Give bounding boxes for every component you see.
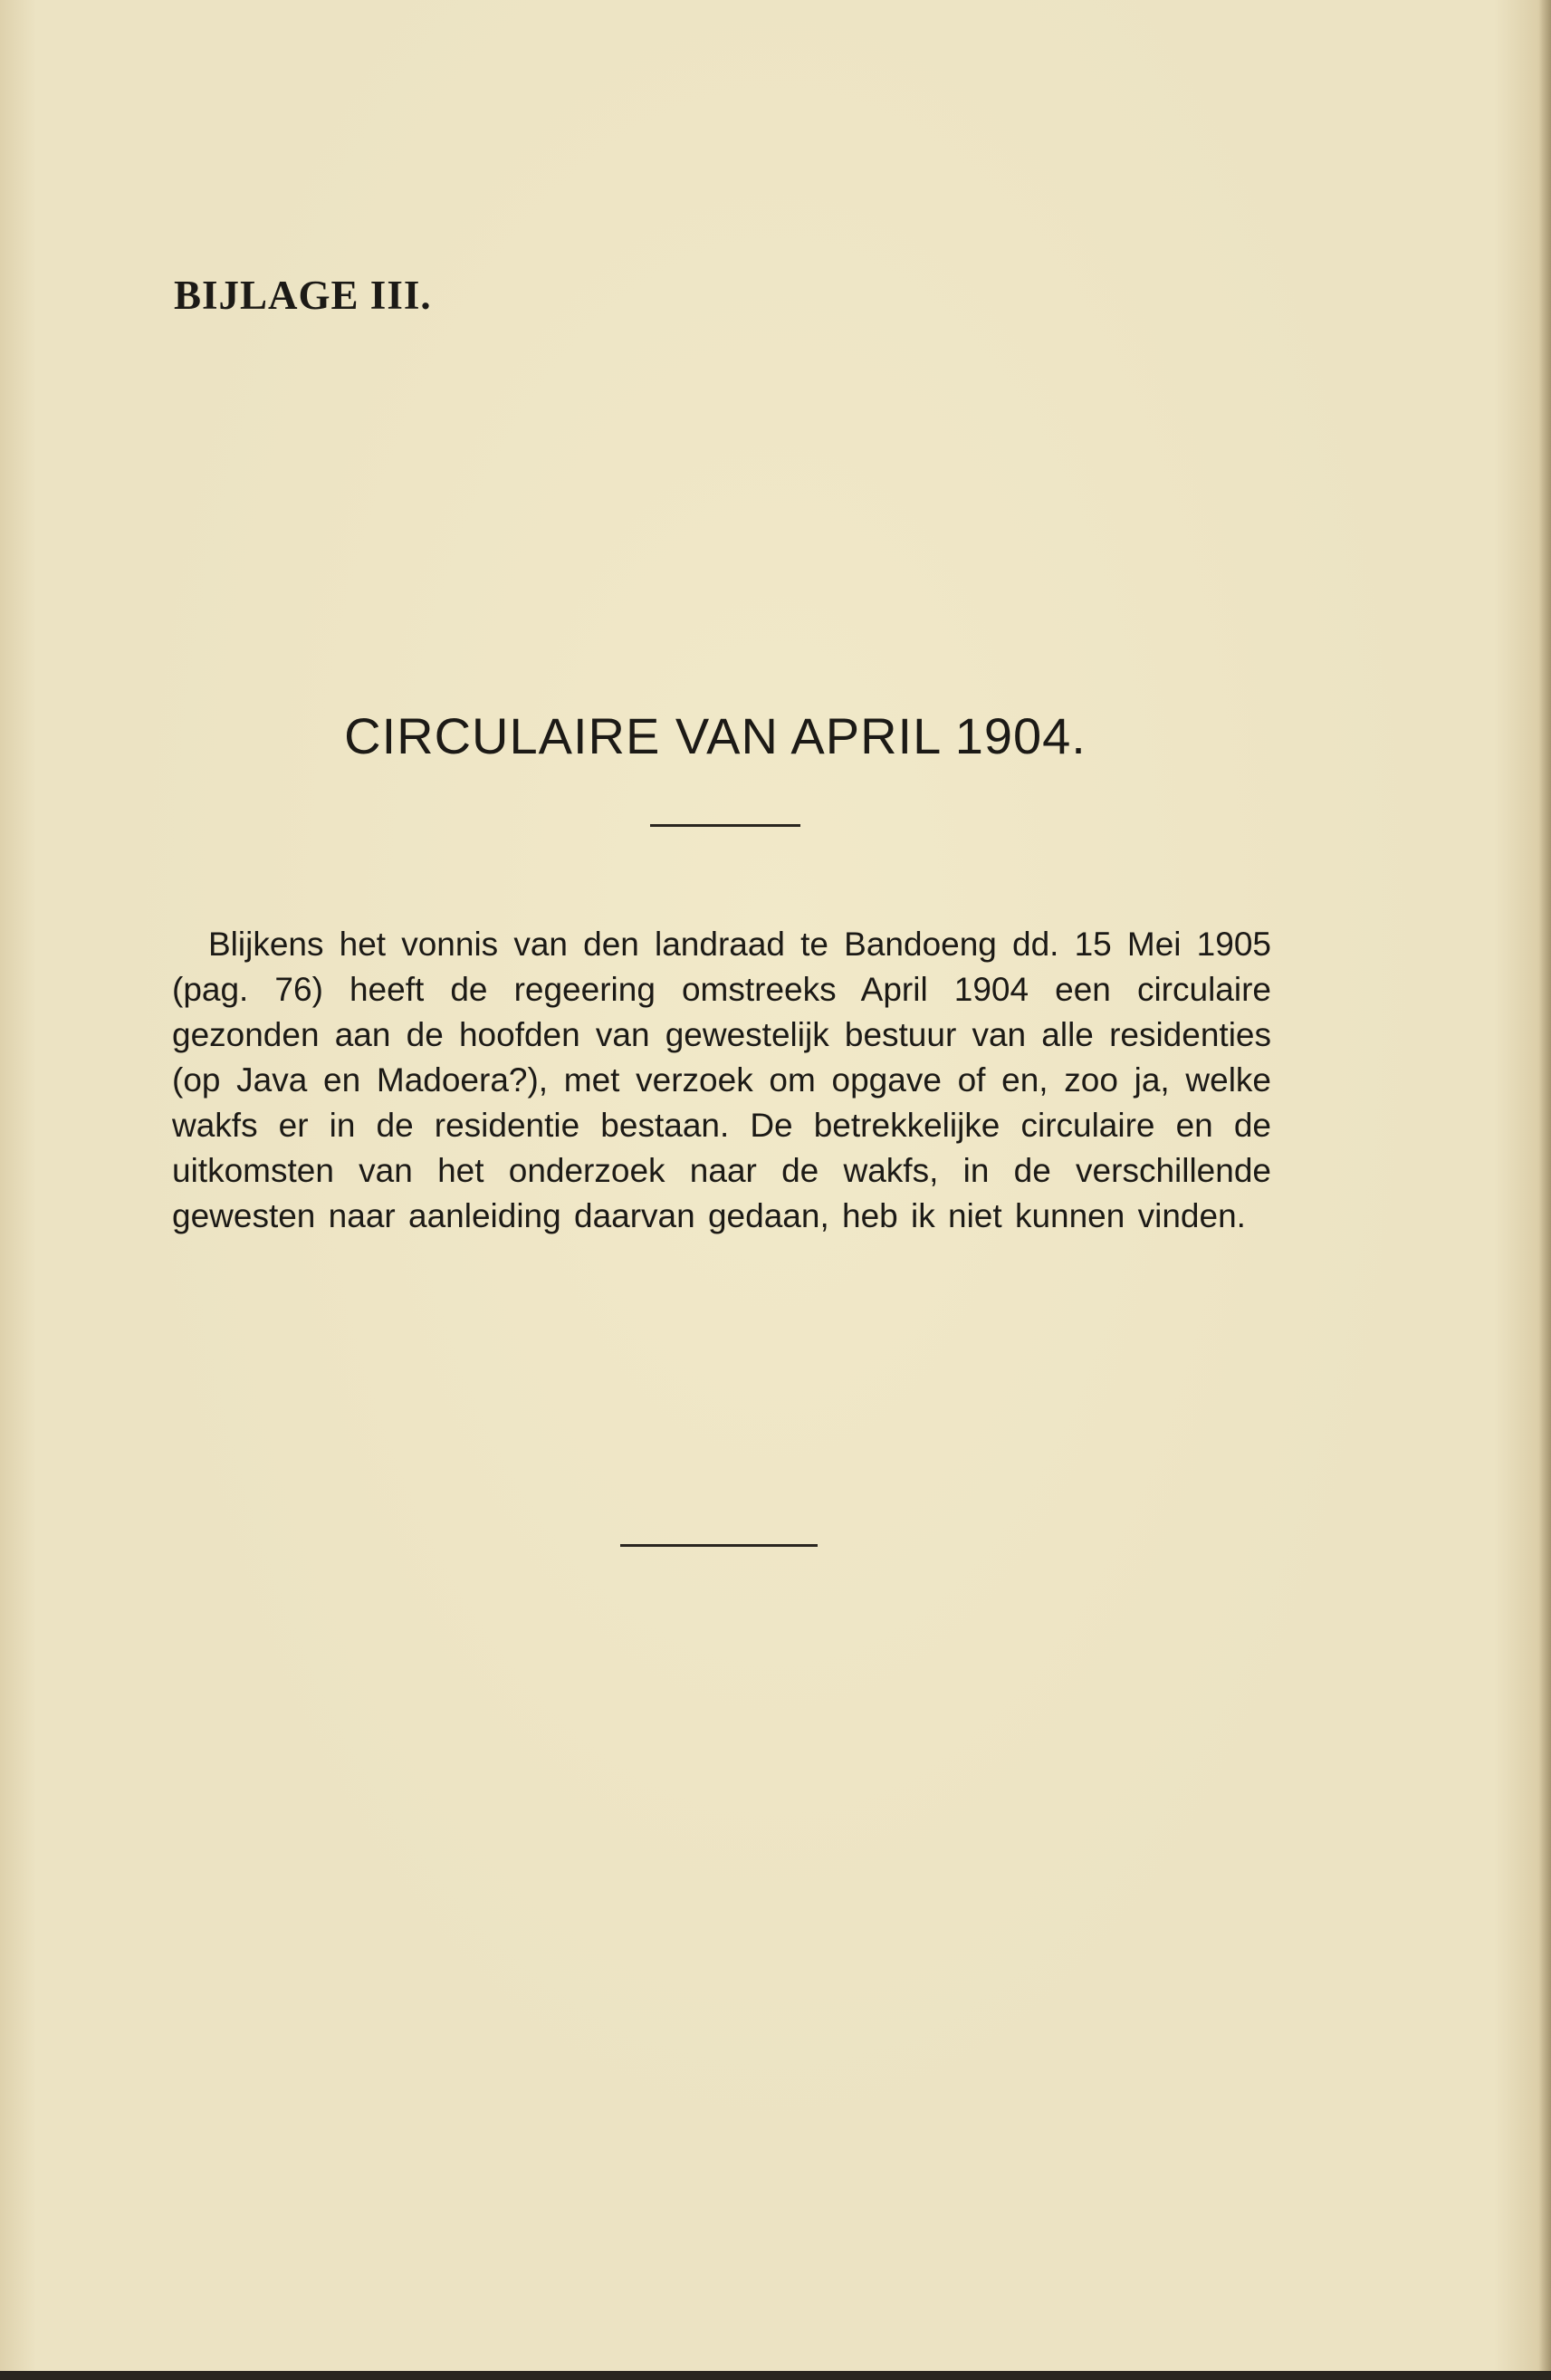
- body-paragraph: Blijkens het vonnis van den landraad te Bandoeng dd. 15 Mei 1905 (pag. 76) heeft de regeering omstreeks April 1904 een circulaire gezonden aan de hoofden van gewestelijk bestuur van alle residenties (op Java en Madoera?), met verzoek om opgave of en, zoo ja, welke wakfs er in de residentie bestaan. De betrekkelijke circulaire en de uitkomsten van het onderzoek naar de wakfs, in de verschillende gewesten naar aanleiding daarvan gedaan, heb ik niet kunnen vinden.: [172, 926, 1271, 1234]
- page-bottom-edge: [0, 2371, 1551, 2380]
- end-divider: [620, 1544, 818, 1547]
- document-title: CIRCULAIRE VAN APRIL 1904.: [344, 707, 1087, 764]
- page-edge-shadow: [1538, 0, 1551, 2380]
- appendix-label: BIJLAGE III.: [174, 273, 432, 318]
- title-divider: [650, 824, 800, 827]
